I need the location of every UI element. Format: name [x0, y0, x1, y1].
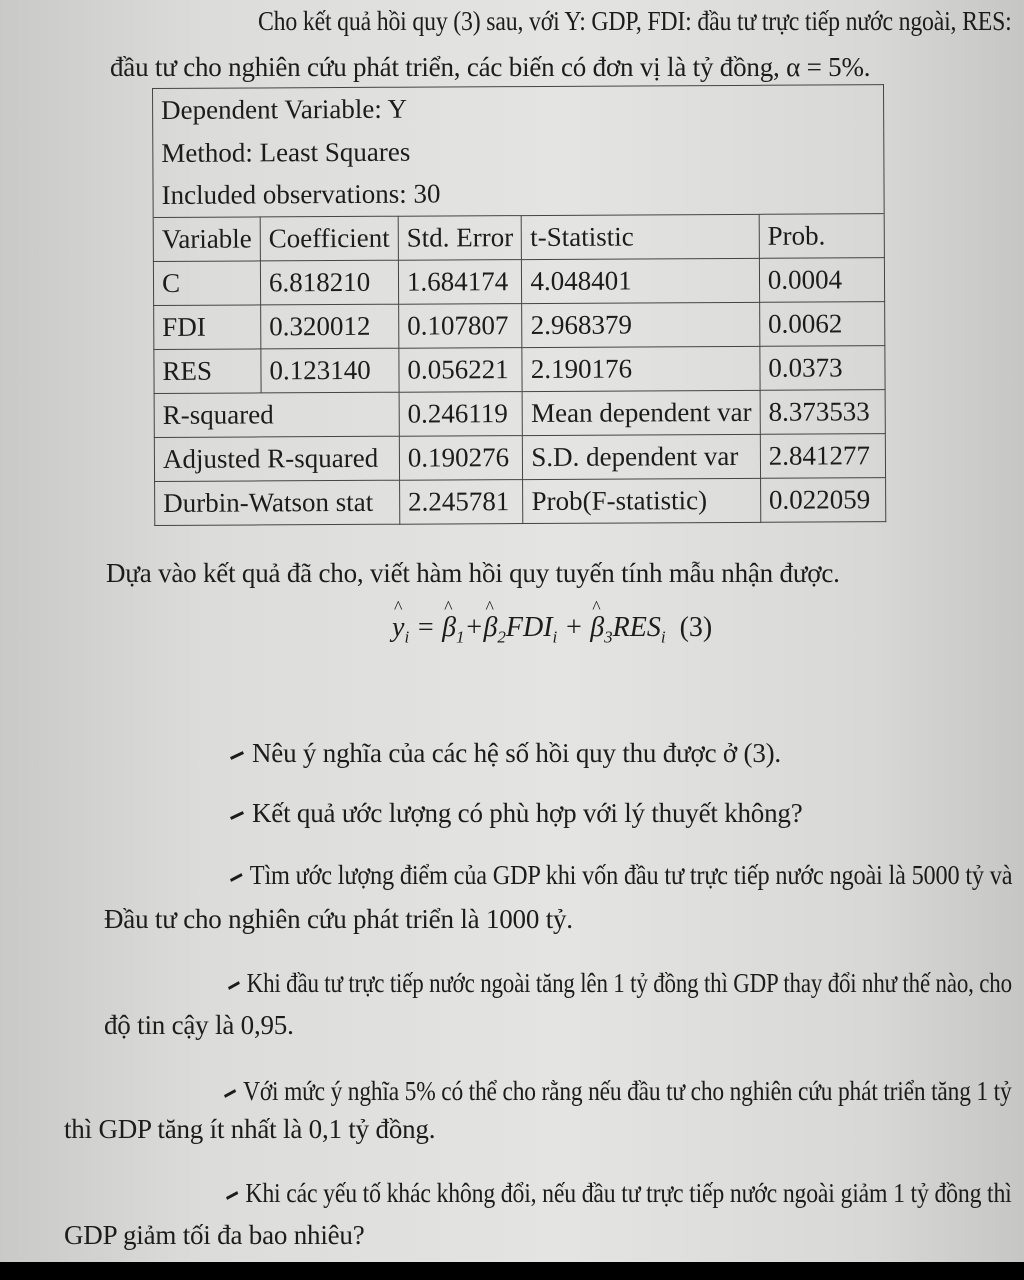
question-6-line-1: Khi các yếu tố khác không đổi, nếu đầu tư trực tiếp nước ngoài giảm 1 tỷ đồng thì: [226, 1178, 1012, 1209]
table-column-headers: [153, 214, 884, 262]
question-5-line-2: thì GDP tăng ít nhất là 0,1 tỷ đồng.: [64, 1114, 436, 1144]
table-row: [154, 346, 885, 394]
table-cell: RES: [154, 349, 261, 394]
table-cell: 4.048401: [522, 258, 760, 303]
column-header: Std. Error: [398, 216, 522, 261]
table-cell: 0.0062: [759, 302, 884, 347]
stat-label: Durbin-Watson stat: [155, 480, 400, 525]
stat-label: R-squared: [154, 392, 399, 437]
table-cell: 0.123140: [261, 348, 399, 393]
stat-label: Prob(F-statistic): [523, 478, 761, 523]
column-header: Coefficient: [260, 216, 398, 261]
table-cell: 0.056221: [399, 348, 523, 393]
y-hat: ^ y: [392, 612, 404, 644]
stat-label: S.D. dependent var: [523, 434, 761, 479]
bullet-dash-icon: [224, 1089, 236, 1098]
question-3-line-2: Đầu tư cho nghiên cứu phát triển là 1000 tỷ.: [104, 904, 573, 934]
stat-value: 2.245781: [399, 480, 523, 525]
stat-value: 0.246119: [399, 392, 523, 437]
bullet-dash-icon: [230, 811, 244, 820]
equation-number: (3): [679, 612, 713, 643]
column-header: Variable: [153, 217, 260, 262]
question-1: Nêu ý nghĩa của các hệ số hồi quy thu được ở (3).: [230, 738, 781, 769]
question-4-line-1: Khi đầu tư trực tiếp nước ngoài tăng lên 1 tỷ đồng thì GDP thay đổi như thế nào, cho: [228, 968, 1012, 999]
beta-3: ^ β: [590, 612, 604, 644]
regression-table: [152, 84, 886, 526]
table-cell: 0.107807: [399, 304, 523, 349]
question-6-line-2: GDP giảm tối đa bao nhiêu?: [64, 1220, 365, 1250]
table-cell: 0.320012: [261, 304, 399, 349]
table-row: [154, 302, 885, 350]
bullet-dash-icon: [230, 873, 243, 882]
column-header: Prob.: [759, 214, 884, 259]
bullet-dash-icon: [226, 1191, 238, 1200]
question-5-line-1: Với mức ý nghĩa 5% có thể cho rằng nếu đầu tư cho nghiên cứu phát triển tăng 1 tỷ: [224, 1076, 1012, 1107]
question-3-line-1: Tìm ước lượng điểm của GDP khi vốn đầu tư trực tiếp nước ngoài là 5000 tỷ và: [230, 860, 1012, 891]
stats-row: [155, 478, 886, 526]
question-4-line-2: độ tin cậy là 0,95.: [104, 1010, 294, 1040]
stat-value: 2.841277: [760, 434, 885, 479]
bullet-dash-icon: [228, 981, 240, 990]
observations-label: Included observations: 30: [153, 171, 884, 218]
beta-1: ^ β: [442, 612, 456, 644]
stat-value: 0.190276: [399, 436, 523, 481]
question-2: Kết quả ước lượng có phù hợp với lý thuyết không?: [230, 798, 803, 829]
regression-formula: ^ $y_i$ = ^ $\beta_1+\^{}$ $\beta_2FDI_i$ + ^ $\beta_3RES_i$ (3): [392, 612, 712, 648]
stats-row: [154, 390, 885, 438]
table-cell: C: [153, 261, 260, 306]
prompt-text: Dựa vào kết quả đã cho, viết hàm hồi quy tuyến tính mẫu nhận được.: [106, 558, 840, 588]
column-header: t-Statistic: [522, 214, 760, 259]
table-cell: 2.190176: [522, 346, 760, 391]
beta-2: ^ β: [483, 612, 497, 644]
table-cell: FDI: [154, 305, 261, 350]
table-cell: 6.818210: [260, 260, 398, 305]
intro-line-1: Cho kết quả hồi quy (3) sau, với Y: GDP, FDI: đầu tư trực tiếp nước ngoài, RES:: [258, 6, 1012, 36]
stats-row: [154, 434, 885, 482]
bullet-dash-icon: [230, 751, 244, 760]
table-cell: 1.684174: [398, 260, 522, 305]
stat-label: Adjusted R-squared: [154, 436, 399, 481]
table-cell: 2.968379: [522, 302, 760, 347]
table-cell: 0.0004: [759, 258, 884, 303]
bottom-black-bar: [0, 1262, 1024, 1280]
stat-label: Mean dependent var: [523, 390, 761, 435]
stat-value: 8.373533: [760, 390, 885, 435]
table-cell: 0.0373: [760, 346, 885, 391]
intro-line-2: đầu tư cho nghiên cứu phát triển, các biến có đơn vị là tỷ đồng, α = 5%.: [110, 52, 871, 82]
dependent-variable-label: Dependent Variable: Y: [153, 85, 884, 132]
table-row: [153, 258, 884, 306]
stat-value: 0.022059: [760, 478, 885, 523]
method-label: Method: Least Squares: [153, 128, 884, 175]
